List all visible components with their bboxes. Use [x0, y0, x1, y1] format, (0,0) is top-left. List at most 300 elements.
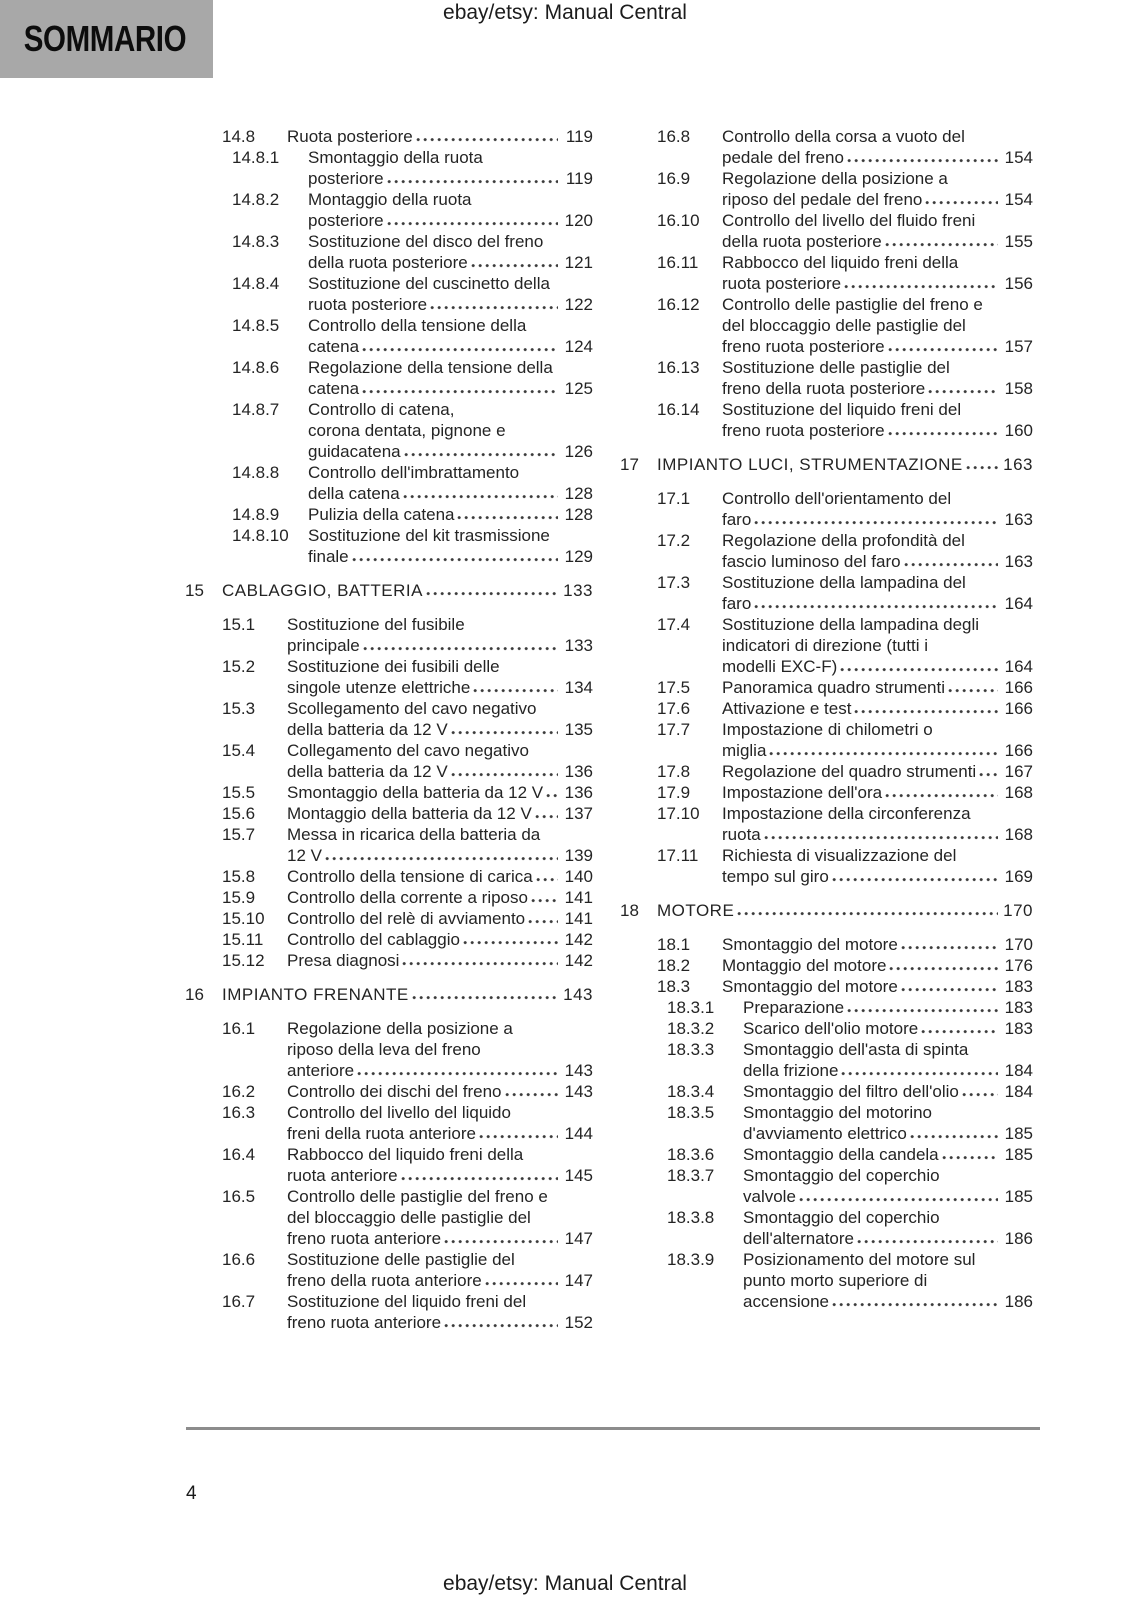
toc-entry-number: 18.3.2	[667, 1019, 715, 1038]
dot-leader	[426, 592, 558, 596]
toc-entry-row	[620, 488, 1033, 530]
toc-entry-page: 185	[1004, 1145, 1033, 1164]
toc-entry-body	[743, 1144, 1033, 1165]
toc-entry-number: 18	[620, 901, 639, 920]
toc-entry-title: Smontaggio della batteria da 12 V	[287, 783, 544, 802]
toc-entry-body	[287, 1144, 593, 1186]
toc-entry-title: Richiesta di visualizzazione del	[722, 846, 957, 865]
dot-leader	[362, 390, 558, 394]
toc-entry-title: IMPIANTO LUCI, STRUMENTAZIONE	[657, 455, 963, 474]
toc-entry-number: 15.9	[222, 888, 256, 907]
toc-entry-page: 167	[1004, 762, 1033, 781]
toc-entry-title: Controllo dell'imbrattamento	[308, 463, 520, 482]
page-number: 4	[186, 1483, 197, 1504]
toc-entry-title: Pulizia della catena	[308, 505, 455, 524]
toc-section-row	[620, 900, 1033, 921]
toc-entry-body	[722, 614, 1033, 677]
toc-entry-title: valvole	[743, 1187, 796, 1206]
toc-entry-row	[620, 294, 1033, 357]
toc-entry-page: 169	[1004, 867, 1033, 886]
toc-entry-title: Controllo del livello del fluido freni	[722, 211, 976, 230]
toc-entry-number: 16.10	[657, 211, 700, 230]
dot-leader	[531, 899, 558, 903]
toc-entry-title: Scarico dell'olio motore	[743, 1019, 919, 1038]
toc-entry-title: pedale del freno	[722, 148, 844, 167]
toc-entry-title: Sostituzione del disco del freno	[308, 232, 544, 251]
toc-entry-body	[743, 1102, 1033, 1144]
toc-entry-number: 16.12	[657, 295, 700, 314]
toc-entry-body	[287, 782, 593, 803]
toc-entry-title: freno ruota anteriore	[287, 1229, 442, 1248]
dot-leader	[463, 941, 558, 945]
dot-leader	[854, 710, 998, 714]
toc-entry-body	[722, 530, 1033, 572]
dot-leader	[444, 1240, 558, 1244]
toc-section-row	[185, 580, 593, 601]
toc-entry-row	[185, 887, 593, 908]
dot-leader	[430, 306, 558, 310]
toc-entry-body	[743, 1081, 1033, 1102]
toc-entry-body	[287, 908, 593, 929]
toc-entry-title: Sostituzione del cuscinetto della	[308, 274, 550, 293]
toc-entry-page: 183	[1004, 998, 1033, 1017]
toc-entry-title: Montaggio del motore	[722, 956, 887, 975]
toc-entry-page: 154	[1004, 190, 1033, 209]
toc-entry-page: 154	[1004, 148, 1033, 167]
toc-entry-row	[185, 614, 593, 656]
toc-entry-body	[722, 399, 1033, 441]
toc-entry-row	[620, 997, 1033, 1018]
toc-entry-title: ruota anteriore	[287, 1166, 398, 1185]
toc-entry-row	[620, 1039, 1033, 1081]
toc-entry-page: 140	[564, 867, 593, 886]
toc-entry-title: anteriore	[287, 1061, 355, 1080]
dot-leader	[402, 962, 558, 966]
dot-leader	[844, 285, 998, 289]
toc-entry-body	[287, 1018, 593, 1081]
toc-entry-page: 163	[1004, 552, 1033, 571]
toc-entry-title: Controllo della tensione della	[308, 316, 527, 335]
toc-entry-title: Smontaggio del motore	[722, 935, 898, 954]
toc-entry-row	[185, 525, 593, 567]
toc-entry-row	[620, 530, 1033, 572]
toc-entry-title: Sostituzione del liquido freni del	[287, 1292, 527, 1311]
toc-entry-page: 186	[1004, 1229, 1033, 1248]
toc-entry-number: 15.11	[222, 930, 264, 949]
toc-entry-body	[308, 357, 593, 399]
toc-entry-title: catena	[308, 337, 360, 356]
toc-entry-title: Controllo del cablaggio	[287, 930, 460, 949]
toc-entry-page: 133	[563, 581, 593, 600]
dot-leader	[928, 390, 998, 394]
toc-entry-body	[743, 1207, 1033, 1249]
toc-entry-title: Smontaggio del motorino	[743, 1103, 933, 1122]
dot-leader	[847, 159, 998, 163]
toc-entry-row	[185, 126, 593, 147]
toc-entry-title: riposo della leva del freno	[287, 1040, 481, 1059]
toc-entry-page: 136	[564, 762, 593, 781]
toc-entry-number: 17.9	[657, 783, 691, 802]
toc-entry-page: 128	[564, 484, 593, 503]
toc-entry-title: Impostazione di chilometri o	[722, 720, 933, 739]
toc-entry-page: 164	[1004, 657, 1033, 676]
toc-entry-body	[743, 1018, 1033, 1039]
toc-entry-body	[308, 525, 593, 567]
toc-entry-title: Montaggio della ruota	[308, 190, 472, 209]
dot-leader	[737, 912, 998, 916]
toc-entry-page: 158	[1004, 379, 1033, 398]
dot-leader	[546, 794, 558, 798]
toc-entry-title: Sostituzione dei fusibili delle	[287, 657, 500, 676]
dot-leader	[325, 857, 558, 861]
toc-entry-body	[743, 1249, 1033, 1312]
toc-entry-number: 17.5	[657, 678, 691, 697]
toc-entry-body	[287, 803, 593, 824]
toc-entry-body	[722, 719, 1033, 761]
toc-entry-number: 16.5	[222, 1187, 256, 1206]
toc-entry-page: 170	[1004, 935, 1033, 954]
dot-leader	[357, 1072, 558, 1076]
toc-entry-row	[620, 1249, 1033, 1312]
toc-entry-row	[185, 782, 593, 803]
toc-entry-row	[185, 462, 593, 504]
toc-entry-number: 17.3	[657, 573, 691, 592]
toc-entry-page: 139	[564, 846, 593, 865]
dot-leader	[387, 222, 558, 226]
toc-entry-page: 134	[564, 678, 593, 697]
toc-entry-row	[185, 1291, 593, 1333]
toc-entry-number: 16.4	[222, 1145, 256, 1164]
toc-entry-title: Sostituzione del liquido freni del	[722, 400, 962, 419]
toc-entry-number: 18.3.7	[667, 1166, 715, 1185]
toc-entry-row	[620, 934, 1033, 955]
toc-entry-row	[185, 1144, 593, 1186]
toc-entry-body	[657, 900, 1033, 921]
toc-entry-row	[185, 1018, 593, 1081]
toc-entry-body	[308, 231, 593, 273]
toc-entry-body	[722, 955, 1033, 976]
toc-entry-page: 163	[1003, 455, 1033, 474]
dot-leader	[535, 815, 558, 819]
toc-entry-body	[308, 462, 593, 504]
toc-entry-title: Rabbocco del liquido freni della	[722, 253, 959, 272]
toc-entry-row	[620, 1207, 1033, 1249]
toc-entry-number: 17.8	[657, 762, 691, 781]
toc-entry-page: 128	[564, 505, 593, 524]
dot-leader	[404, 453, 558, 457]
toc-entry-title: Sostituzione del fusibile	[287, 615, 465, 634]
toc-entry-title: finale	[308, 547, 349, 566]
toc-entry-page: 186	[1004, 1292, 1033, 1311]
toc-entry-title: Presa diagnosi	[287, 951, 400, 970]
toc-entry-body	[308, 273, 593, 315]
toc-entry-page: 183	[1004, 1019, 1033, 1038]
toc-entry-page: 119	[565, 169, 593, 188]
toc-entry-row	[620, 976, 1033, 997]
toc-entry-page: 122	[564, 295, 593, 314]
toc-entry-title: Controllo dell'orientamento del	[722, 489, 952, 508]
toc-entry-page: 129	[564, 547, 593, 566]
toc-entry-page: 184	[1004, 1082, 1033, 1101]
toc-entry-title: ruota posteriore	[308, 295, 428, 314]
toc-entry-title: Regolazione della posizione a	[722, 169, 948, 188]
toc-entry-title: Controllo di catena,	[308, 400, 455, 419]
toc-entry-page: 142	[564, 930, 593, 949]
dot-leader	[528, 920, 558, 924]
toc-entry-title: del bloccaggio delle pastiglie del	[287, 1208, 531, 1227]
toc-section-row	[185, 984, 593, 1005]
toc-entry-page: 183	[1004, 977, 1033, 996]
toc-entry-number: 14.8.8	[232, 463, 280, 482]
toc-entry-row	[620, 677, 1033, 698]
toc-entry-row	[620, 1081, 1033, 1102]
toc-entry-row	[620, 761, 1033, 782]
toc-entry-number: 16.1	[222, 1019, 256, 1038]
toc-entry-page: 136	[564, 783, 593, 802]
toc-entry-page: 133	[564, 636, 593, 655]
footer-divider	[186, 1427, 1040, 1430]
dot-leader	[962, 1093, 998, 1097]
toc-entry-title: modelli EXC-F)	[722, 657, 838, 676]
toc-entry-row	[620, 1144, 1033, 1165]
document-footer	[0, 1572, 1130, 1596]
toc-entry-title: Controllo della corrente a riposo	[287, 888, 528, 907]
toc-entry-number: 17.10	[657, 804, 700, 823]
toc-entry-body	[287, 1249, 593, 1291]
toc-entry-title: Impostazione dell'ora	[722, 783, 883, 802]
toc-entry-body	[722, 572, 1033, 614]
toc-entry-body	[722, 976, 1033, 997]
toc-entry-title: della ruota posteriore	[308, 253, 468, 272]
dot-leader	[479, 1135, 558, 1139]
toc-entry-row	[620, 1165, 1033, 1207]
toc-entry-title: fascio luminoso del faro	[722, 552, 901, 571]
toc-entry-number: 15.7	[222, 825, 256, 844]
toc-entry-number: 17.7	[657, 720, 691, 739]
toc-entry-title: della batteria da 12 V	[287, 720, 448, 739]
toc-entry-title: principale	[287, 636, 360, 655]
toc-entry-title: Controllo del relè di avviamento	[287, 909, 526, 928]
toc-entry-number: 15.4	[222, 741, 256, 760]
toc-entry-page: 143	[563, 985, 593, 1004]
toc-entry-number: 18.3.1	[667, 998, 715, 1017]
toc-entry-number: 18.3.4	[667, 1082, 715, 1101]
toc-entry-page: 152	[564, 1313, 593, 1332]
toc-entry-title: della frizione	[743, 1061, 839, 1080]
toc-entry-body	[722, 782, 1033, 803]
toc-entry-number: 14.8.2	[232, 190, 280, 209]
toc-entry-page: 166	[1004, 678, 1033, 697]
toc-entry-row	[620, 210, 1033, 252]
toc-entry-title: singole utenze elettriche	[287, 678, 471, 697]
toc-entry-body	[722, 168, 1033, 210]
toc-entry-body	[287, 1291, 593, 1333]
dot-leader	[485, 1282, 558, 1286]
toc-entry-body	[308, 147, 593, 189]
toc-entry-body	[722, 677, 1033, 698]
toc-entry-row	[185, 231, 593, 273]
toc-entry-number: 15	[185, 581, 204, 600]
toc-entry-title: posteriore	[308, 169, 384, 188]
toc-entry-row	[620, 803, 1033, 845]
toc-entry-number: 16.14	[657, 400, 700, 419]
toc-entry-body	[287, 656, 593, 698]
toc-entry-title: Sostituzione delle pastiglie del	[287, 1250, 515, 1269]
toc-entry-body	[287, 1081, 593, 1102]
toc-entry-title: freno ruota anteriore	[287, 1313, 442, 1332]
toc-entry-title: Smontaggio del motore	[722, 977, 898, 996]
toc-entry-title: catena	[308, 379, 360, 398]
toc-entry-body	[722, 210, 1033, 252]
dot-leader	[401, 1177, 558, 1181]
toc-entry-page: 160	[1004, 421, 1033, 440]
dot-leader	[979, 773, 998, 777]
toc-entry-body	[287, 950, 593, 971]
toc-entry-row	[620, 252, 1033, 294]
toc-entry-number: 15.8	[222, 867, 256, 886]
toc-entry-title: Regolazione del quadro strumenti	[722, 762, 977, 781]
toc-entry-number: 18.1	[657, 935, 691, 954]
toc-entry-body	[308, 189, 593, 231]
toc-entry-title: Regolazione della tensione della	[308, 358, 553, 377]
toc-entry-title: miglia	[722, 741, 767, 760]
toc-entry-title: indicatori di direzione (tutti i	[722, 636, 928, 655]
dot-leader	[885, 243, 998, 247]
dot-leader	[910, 1135, 998, 1139]
toc-entry-title: IMPIANTO FRENANTE	[222, 985, 409, 1004]
toc-entry-title: della ruota posteriore	[722, 232, 882, 251]
toc-entry-title: Controllo della corsa a vuoto del	[722, 127, 965, 146]
toc-entry-row	[185, 803, 593, 824]
toc-entry-title: Ruota posteriore	[287, 127, 413, 146]
dot-leader	[904, 563, 998, 567]
dot-leader	[505, 1093, 558, 1097]
toc-entry-page: 168	[1004, 825, 1033, 844]
toc-entry-row	[620, 399, 1033, 441]
toc-section-row	[620, 454, 1033, 475]
toc-entry-title: 12 V	[287, 846, 322, 865]
dot-leader	[942, 1156, 998, 1160]
toc-entry-page: 147	[564, 1229, 593, 1248]
toc-entry-row	[185, 315, 593, 357]
toc-entry-row	[620, 782, 1033, 803]
toc-entry-number: 16.9	[657, 169, 691, 188]
toc-entry-row	[185, 189, 593, 231]
dot-leader	[352, 558, 558, 562]
toc-entry-number: 18.3.8	[667, 1208, 715, 1227]
toc-entry-page: 126	[564, 442, 593, 461]
toc-entry-body	[287, 740, 593, 782]
toc-entry-number: 15.2	[222, 657, 256, 676]
toc-entry-title: Impostazione della circonferenza	[722, 804, 971, 823]
dot-leader	[769, 752, 998, 756]
toc-entry-number: 16.11	[657, 253, 699, 272]
toc-entry-body	[287, 1102, 593, 1144]
toc-entry-number: 18.2	[657, 956, 691, 975]
dot-leader	[754, 521, 998, 525]
toc-entry-row	[185, 1249, 593, 1291]
toc-entry-page: 144	[564, 1124, 593, 1143]
toc-entry-number: 17.6	[657, 699, 691, 718]
toc-entry-number: 16.8	[657, 127, 691, 146]
toc-entry-body	[308, 504, 593, 525]
dot-leader	[451, 773, 558, 777]
toc-entry-row	[185, 1081, 593, 1102]
toc-entry-title: Controllo del livello del liquido	[287, 1103, 511, 1122]
toc-entry-title: Rabbocco del liquido freni della	[287, 1145, 524, 1164]
header-title: ebay/etsy: Manual Central	[443, 1, 687, 24]
toc-entry-body	[743, 997, 1033, 1018]
toc-entry-number: 18.3.3	[667, 1040, 715, 1059]
toc-entry-body	[722, 803, 1033, 845]
dot-leader	[473, 689, 558, 693]
toc-entry-body	[287, 126, 593, 147]
dot-leader	[764, 836, 998, 840]
toc-entry-body	[222, 984, 593, 1005]
toc-entry-number: 17.4	[657, 615, 691, 634]
toc-entry-title: Sostituzione delle pastiglie del	[722, 358, 950, 377]
toc-entry-number: 15.3	[222, 699, 256, 718]
dot-leader	[888, 432, 998, 436]
toc-entry-number: 18.3.6	[667, 1145, 715, 1164]
toc-entry-row	[620, 719, 1033, 761]
toc-entry-title: Preparazione	[743, 998, 845, 1017]
toc-entry-row	[185, 273, 593, 315]
dot-leader	[403, 495, 558, 499]
dot-leader	[412, 996, 558, 1000]
toc-entry-title: Panoramica quadro strumenti	[722, 678, 946, 697]
toc-entry-row	[620, 1018, 1033, 1039]
toc-entry-title: Sostituzione della lampadina del	[722, 573, 966, 592]
toc-entry-row	[620, 845, 1033, 887]
toc-entry-row	[185, 399, 593, 462]
toc-entry-body	[743, 1165, 1033, 1207]
toc-entry-page: 170	[1003, 901, 1033, 920]
toc-entry-title: Sostituzione del kit trasmissione	[308, 526, 550, 545]
toc-entry-body	[722, 698, 1033, 719]
toc-entry-title: Controllo della tensione di carica	[287, 867, 533, 886]
toc-entry-body	[287, 614, 593, 656]
toc-entry-number: 14.8.6	[232, 358, 280, 377]
dot-leader	[847, 1009, 998, 1013]
toc-entry-title: accensione	[743, 1292, 830, 1311]
dot-leader	[451, 731, 558, 735]
dot-leader	[444, 1324, 558, 1328]
footer-title: ebay/etsy: Manual Central	[443, 1572, 687, 1595]
toc-entry-title: della batteria da 12 V	[287, 762, 448, 781]
toc-entry-page: 185	[1004, 1124, 1033, 1143]
dot-leader	[387, 180, 558, 184]
toc-entry-row	[185, 950, 593, 971]
toc-entry-body	[308, 315, 593, 357]
toc-entry-title: Scollegamento del cavo negativo	[287, 699, 537, 718]
toc-entry-page: 143	[564, 1061, 593, 1080]
toc-entry-page: 185	[1004, 1187, 1033, 1206]
toc-entry-number: 17.2	[657, 531, 691, 550]
toc-entry-row	[620, 1102, 1033, 1144]
toc-entry-page: 141	[564, 888, 593, 907]
toc-entry-number: 18.3.9	[667, 1250, 715, 1269]
toc-entry-number: 17.1	[657, 489, 691, 508]
toc-entry-row	[185, 147, 593, 189]
toc-entry-page: 121	[564, 253, 593, 272]
toc-entry-title: Controllo delle pastiglie del freno e	[287, 1187, 548, 1206]
dot-leader	[840, 668, 998, 672]
toc-entry-number: 15.10	[222, 909, 265, 928]
toc-entry-number: 16	[185, 985, 204, 1004]
toc-entry-row	[185, 908, 593, 929]
toc-entry-title: MOTORE	[657, 901, 735, 920]
